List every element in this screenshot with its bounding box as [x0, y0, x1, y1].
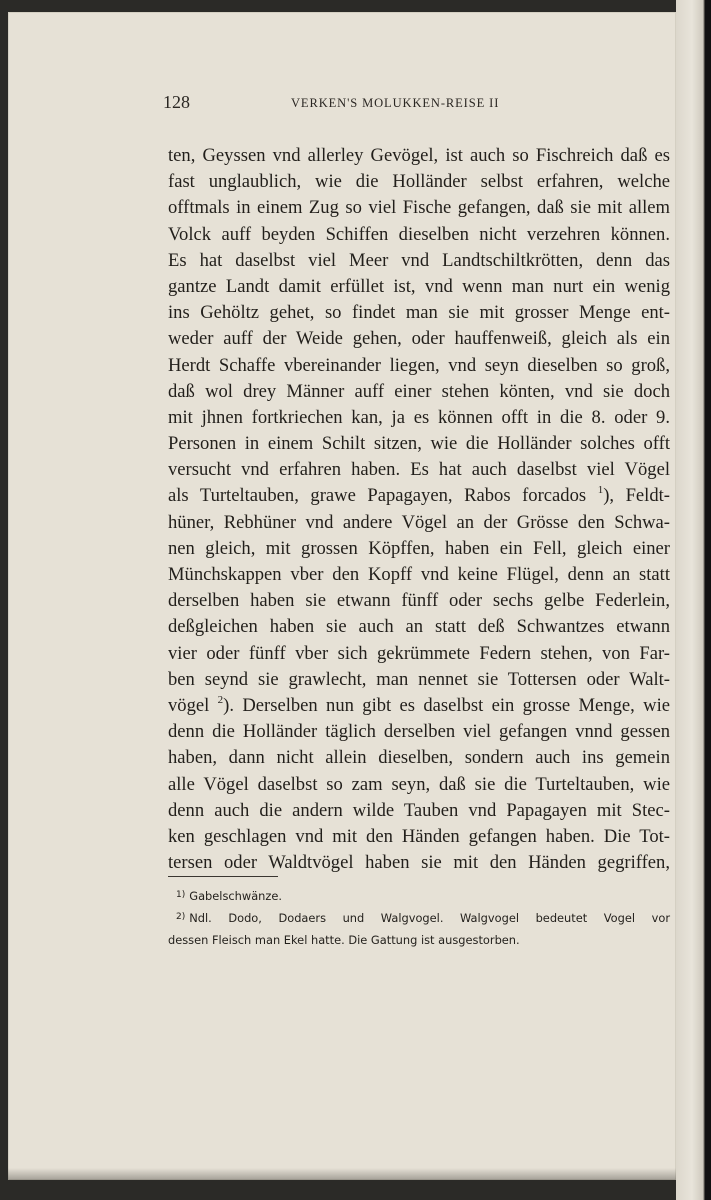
- text-segment: vögel: [168, 694, 210, 716]
- footnote-mark: 2): [176, 912, 186, 922]
- text-line: alle Vögel daselbst so zam seyn, daß sie die Turteltauben, wie: [168, 773, 670, 795]
- scan-edge-shadow: [705, 0, 711, 1200]
- running-head: VERKEN'S MOLUKKEN-REISE II: [291, 96, 500, 110]
- footnote-mark: 1): [176, 890, 186, 900]
- footnote-1: [168, 886, 670, 908]
- scan-edge: [676, 0, 711, 1200]
- footnote-2-line-1: [168, 908, 670, 930]
- text-line: hüner, Rebhüner vnd andere Vögel an der Grösse den Schwa-: [168, 511, 670, 533]
- footnotes: [168, 886, 670, 950]
- footnote-2-line-2: dessen Fleisch man Ekel hatte. Die Gattung ist ausgestorben.: [168, 933, 520, 947]
- page-header: [163, 92, 669, 122]
- text-line: denn die Holländer täglich derselben viel gefangen vnnd gessen: [168, 721, 670, 743]
- footnote-text: Ndl. Dodo, Dodaers und Walgvogel. Walgvogel bedeutet Vogel vor: [189, 911, 670, 925]
- footnote-divider: [168, 876, 278, 877]
- text-line: versucht vnd erfahren haben. Es hat auch daselbst viel Vögel: [168, 459, 670, 481]
- text-segment: ). Derselben nun gibt es daselbst ein grosse Menge, wie: [223, 694, 670, 716]
- text-line: weder auff der Weide gehen, oder hauffenweiß, gleich als ein: [168, 328, 670, 350]
- footnote-text: Gabelschwänze.: [189, 889, 282, 903]
- page-number: 128: [163, 92, 190, 112]
- text-line: nen gleich, mit grossen Köpffen, haben ein Fell, gleich einer: [168, 537, 670, 559]
- footnote-ref-1[interactable]: 1: [597, 484, 604, 497]
- text-line: mit jhnen fortkriechen kan, ja es können offt in die 8. oder 9.: [168, 406, 670, 428]
- text-line: Volck auff beyden Schiffen dieselben nicht verzehren können.: [168, 223, 670, 245]
- text-line: ten, Geyssen vnd allerley Gevögel, ist auch so Fischreich daß es: [168, 145, 670, 166]
- text-line: vier oder fünff vber sich gekrümmete Federn stehen, von Far-: [168, 642, 670, 664]
- text-line: gantze Landt damit erfüllet ist, vnd wenn man nurt ein wenig: [168, 275, 670, 297]
- text-line: denn auch die andern wilde Tauben vnd Papagayen mit Stec-: [168, 799, 670, 821]
- text-line: offtmals in einem Zug so viel Fische gefangen, daß sie mit allem: [168, 197, 670, 219]
- body-text: [168, 143, 670, 876]
- text-line: Münchskappen vber den Kopff vnd keine Flügel, denn an statt: [168, 564, 670, 585]
- text-line: deßgleichen haben sie auch an statt deß Schwantzes etwann: [168, 616, 670, 638]
- text-line: Es hat daselbst viel Meer vnd Landtschiltkrötten, denn das: [168, 249, 670, 271]
- text-line-with-footnote-ref: [168, 483, 670, 509]
- footnote-ref-2[interactable]: 2: [217, 693, 224, 706]
- text-line: ken geschlagen vnd mit den Händen gefangen haben. Die Tot-: [168, 825, 670, 847]
- text-line: tersen oder Waldtvögel haben sie mit den Händen gegriffen,: [168, 852, 670, 874]
- text-line: Herdt Schaffe vbereinander liegen, vnd seyn dieselben so groß,: [168, 354, 670, 376]
- text-line: ben seynd sie grawlecht, man nennet sie Tottersen oder Walt-: [168, 668, 670, 690]
- text-segment: als Turteltauben, grawe Papagayen, Rabos forcados: [168, 485, 587, 507]
- text-segment: ), Feldt-: [603, 485, 670, 507]
- text-line: Personen in einem Schilt sitzen, wie die Holländer solches offt: [168, 433, 670, 455]
- text-line: ins Gehöltz gehet, so findet man sie mit grosser Menge ent-: [168, 302, 670, 324]
- text-line: daß wol drey Männer auff einer stehen könten, vnd sie doch: [168, 380, 670, 402]
- text-line: fast unglaublich, wie die Holländer selbst erfahren, welche: [168, 171, 670, 193]
- text-line: haben, dann nicht allein dieselben, sondern auch ins gemein: [168, 747, 670, 769]
- text-line-with-footnote-ref: [168, 693, 670, 719]
- text-line: derselben haben sie etwann fünff oder sechs gelbe Federlein,: [168, 590, 670, 612]
